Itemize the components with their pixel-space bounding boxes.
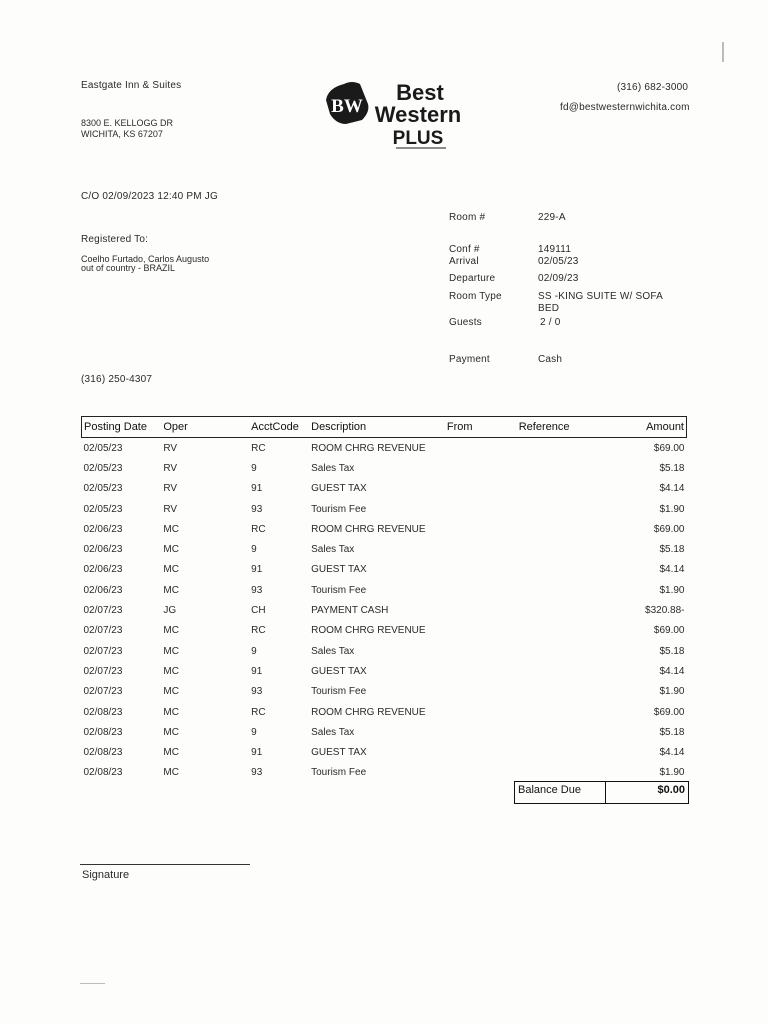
signature-label: Signature — [82, 869, 130, 881]
cell-reference — [517, 560, 607, 580]
table-body — [82, 438, 687, 784]
cell-description: GUEST TAX — [311, 564, 367, 576]
room-type-value: SS -KING SUITE W/ SOFA BED — [538, 291, 663, 314]
cell-reference — [517, 539, 607, 559]
cell-posting-date: 02/05/23 — [83, 483, 123, 495]
cell-amount: $4.14 — [659, 665, 685, 677]
conf-label: Conf # — [449, 244, 480, 255]
scan-edge-mark — [722, 42, 724, 62]
cell-reference — [517, 702, 607, 722]
cell-amount: $5.18 — [659, 726, 685, 738]
header-from: From — [445, 417, 517, 438]
cell-oper: MC — [163, 544, 179, 556]
cell-acct-code: 9 — [251, 544, 257, 556]
cell-oper: MC — [163, 564, 179, 576]
cell-amount: $4.14 — [659, 747, 685, 759]
table-row — [82, 600, 687, 620]
cell-posting-date: 02/08/23 — [83, 726, 123, 738]
table-row — [82, 742, 687, 762]
cell-from — [445, 479, 517, 499]
guest-phone: (316) 250-4307 — [81, 374, 153, 385]
payment-value: Cash — [538, 354, 563, 365]
signature-line — [80, 864, 250, 865]
cell-oper: JG — [163, 605, 177, 617]
cell-description: GUEST TAX — [311, 665, 367, 677]
cell-oper: RV — [163, 483, 178, 495]
cell-amount: $1.90 — [659, 767, 685, 779]
cell-posting-date: 02/05/23 — [83, 462, 123, 474]
cell-acct-code: 93 — [251, 686, 263, 698]
hotel-address-line1: 8300 E. KELLOGG DR — [81, 118, 174, 128]
arrival-value: 02/05/23 — [538, 256, 579, 267]
table-row — [82, 560, 687, 580]
cell-from — [445, 580, 517, 600]
cell-from — [445, 560, 517, 580]
registered-label: Registered To: — [81, 234, 149, 245]
cell-amount: $69.00 — [653, 706, 685, 718]
hotel-email[interactable]: fd@bestwesternwichita.com — [560, 102, 690, 113]
departure-value: 02/09/23 — [538, 273, 579, 284]
cell-acct-code: CH — [251, 605, 266, 617]
guests-label: Guests — [449, 317, 482, 328]
cell-oper: MC — [163, 726, 179, 738]
cell-oper: MC — [163, 665, 179, 677]
table-row — [82, 438, 687, 459]
payment-label: Payment — [449, 354, 490, 365]
cell-amount: $5.18 — [659, 645, 685, 657]
cell-posting-date: 02/06/23 — [83, 523, 123, 535]
cell-reference — [517, 661, 607, 681]
folio-table — [81, 416, 687, 783]
cell-acct-code: 91 — [251, 564, 263, 576]
cell-acct-code: 9 — [251, 645, 257, 657]
cell-from — [445, 661, 517, 681]
conf-value: 149111 — [538, 244, 572, 255]
cell-description: Sales Tax — [311, 462, 355, 474]
cell-description: PAYMENT CASH — [311, 605, 389, 617]
logo-line2: Western — [374, 102, 462, 127]
hotel-address-line2: WICHITA, KS 67207 — [81, 129, 163, 139]
cell-oper: MC — [163, 625, 179, 637]
cell-acct-code: 9 — [251, 726, 257, 738]
logo-svg — [322, 78, 467, 150]
cell-posting-date: 02/08/23 — [83, 747, 123, 759]
cell-description: Tourism Fee — [311, 584, 367, 596]
cell-oper: RV — [163, 503, 178, 515]
guest-note: out of country - BRAZIL — [81, 263, 176, 273]
cell-posting-date: 02/07/23 — [83, 605, 123, 617]
cell-description: ROOM CHRG REVENUE — [311, 625, 426, 637]
cell-amount: $69.00 — [653, 523, 685, 535]
cell-acct-code: 91 — [251, 665, 263, 677]
cell-from — [445, 742, 517, 762]
guest-name: Coelho Furtado, Carlos Augusto — [81, 254, 210, 264]
scan-edge-mark-bottom — [80, 983, 105, 984]
cell-from — [445, 702, 517, 722]
cell-from — [445, 621, 517, 641]
cell-reference — [517, 479, 607, 499]
cell-posting-date: 02/08/23 — [83, 767, 123, 779]
cell-posting-date: 02/06/23 — [83, 584, 123, 596]
cell-reference — [517, 722, 607, 742]
cell-posting-date: 02/07/23 — [83, 625, 123, 637]
cell-posting-date: 02/06/23 — [83, 544, 123, 556]
cell-oper: RV — [163, 462, 178, 474]
cell-from — [445, 600, 517, 620]
room-label: Room # — [449, 212, 486, 223]
cell-amount: $320.88- — [645, 605, 685, 617]
room-type-label: Room Type — [449, 291, 502, 302]
table-row — [82, 661, 687, 681]
cell-reference — [517, 600, 607, 620]
cell-description: Tourism Fee — [311, 686, 367, 698]
logo-mark: BW — [331, 96, 363, 117]
cell-reference — [517, 641, 607, 661]
cell-acct-code: 9 — [251, 462, 257, 474]
cell-reference — [517, 580, 607, 600]
cell-description: GUEST TAX — [311, 483, 367, 495]
cell-acct-code: RC — [251, 523, 266, 535]
cell-amount: $4.14 — [659, 483, 685, 495]
cell-amount: $69.00 — [653, 625, 685, 637]
hotel-phone: (316) 682-3000 — [617, 82, 689, 93]
cell-amount: $1.90 — [659, 503, 685, 515]
room-value: 229-A — [538, 212, 566, 223]
cell-posting-date: 02/07/23 — [83, 645, 123, 657]
table-row — [82, 621, 687, 641]
cell-from — [445, 682, 517, 702]
table-row — [82, 479, 687, 499]
hotel-name: Eastgate Inn & Suites — [81, 80, 182, 91]
table-row — [82, 539, 687, 559]
cell-acct-code: RC — [251, 442, 266, 454]
cell-description: ROOM CHRG REVENUE — [311, 523, 426, 535]
cell-reference — [517, 499, 607, 519]
cell-amount: $4.14 — [659, 564, 685, 576]
cell-acct-code: RC — [251, 706, 266, 718]
cell-oper: MC — [163, 686, 179, 698]
arrival-label: Arrival — [449, 256, 479, 267]
cell-description: GUEST TAX — [311, 747, 367, 759]
guest-block — [81, 255, 209, 273]
cell-amount: $69.00 — [653, 442, 685, 454]
cell-reference — [517, 621, 607, 641]
cell-posting-date: 02/06/23 — [83, 564, 123, 576]
cell-description: ROOM CHRG REVENUE — [311, 706, 426, 718]
balance-due-label: Balance Due — [515, 782, 606, 803]
guests-value: 2 / 0 — [540, 317, 561, 328]
cell-posting-date: 02/05/23 — [83, 503, 123, 515]
cell-reference — [517, 458, 607, 478]
cell-oper: MC — [163, 706, 179, 718]
cell-from — [445, 722, 517, 742]
cell-acct-code: 93 — [251, 584, 263, 596]
hotel-address — [81, 118, 173, 140]
cell-acct-code: 93 — [251, 503, 263, 515]
cell-acct-code: 91 — [251, 483, 263, 495]
table-header-row — [82, 417, 687, 438]
cell-from — [445, 539, 517, 559]
cell-reference — [517, 742, 607, 762]
header-oper: Oper — [161, 417, 249, 438]
cell-oper: RV — [163, 442, 178, 454]
table-row — [82, 519, 687, 539]
table-row — [82, 499, 687, 519]
logo-line1: Best — [396, 80, 444, 105]
cell-description: Sales Tax — [311, 645, 355, 657]
best-western-plus-logo — [322, 78, 467, 150]
table-row — [82, 763, 687, 783]
table-row — [82, 458, 687, 478]
cell-oper: MC — [163, 645, 179, 657]
cell-description: Sales Tax — [311, 726, 355, 738]
cell-amount: $1.90 — [659, 686, 685, 698]
cell-reference — [517, 682, 607, 702]
header-description: Description — [309, 417, 445, 438]
cell-from — [445, 458, 517, 478]
cell-posting-date: 02/05/23 — [83, 442, 123, 454]
checkout-line: C/O 02/09/2023 12:40 PM JG — [81, 191, 218, 202]
cell-reference — [517, 519, 607, 539]
cell-reference — [517, 763, 607, 783]
table-row — [82, 682, 687, 702]
header-posting-date: Posting Date — [82, 417, 162, 438]
cell-posting-date: 02/07/23 — [83, 665, 123, 677]
cell-amount: $1.90 — [659, 584, 685, 596]
cell-from — [445, 763, 517, 783]
cell-amount: $5.18 — [659, 462, 685, 474]
cell-from — [445, 499, 517, 519]
cell-oper: MC — [163, 584, 179, 596]
cell-from — [445, 641, 517, 661]
balance-due-value: $0.00 — [657, 784, 685, 796]
cell-acct-code: RC — [251, 625, 266, 637]
cell-oper: MC — [163, 747, 179, 759]
cell-posting-date: 02/08/23 — [83, 706, 123, 718]
table-row — [82, 722, 687, 742]
departure-label: Departure — [449, 273, 496, 284]
cell-acct-code: 91 — [251, 747, 263, 759]
cell-amount: $5.18 — [659, 544, 685, 556]
cell-posting-date: 02/07/23 — [83, 686, 123, 698]
cell-reference — [517, 438, 607, 459]
cell-acct-code: 93 — [251, 767, 263, 779]
table-row — [82, 580, 687, 600]
cell-description: Tourism Fee — [311, 767, 367, 779]
cell-description: Sales Tax — [311, 544, 355, 556]
logo-line3: PLUS — [392, 128, 444, 149]
cell-oper: MC — [163, 767, 179, 779]
balance-due-box — [514, 781, 689, 804]
header-reference: Reference — [517, 417, 607, 438]
cell-oper: MC — [163, 523, 179, 535]
cell-from — [445, 519, 517, 539]
table-row — [82, 702, 687, 722]
cell-description: Tourism Fee — [311, 503, 367, 515]
cell-from — [445, 438, 517, 459]
table-row — [82, 641, 687, 661]
header-amount: Amount — [607, 417, 687, 438]
header-acct-code: AcctCode — [249, 417, 309, 438]
cell-description: ROOM CHRG REVENUE — [311, 442, 426, 454]
